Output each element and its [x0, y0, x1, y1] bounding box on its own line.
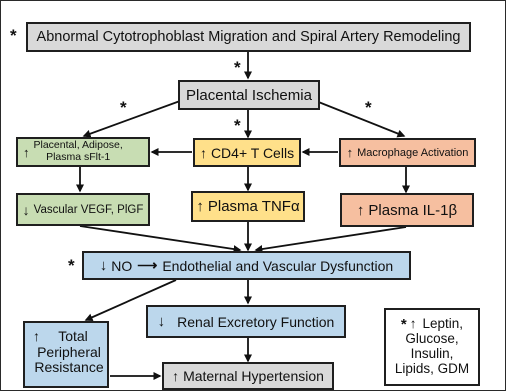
renal-label: Renal Excretory Function [177, 313, 335, 330]
il1-box [340, 193, 474, 227]
up-arrow-icon: ↑ [33, 328, 40, 344]
sflt1-box [16, 137, 150, 167]
star-marker-endothelial: * [68, 256, 75, 275]
placental-ischemia-label: Placental Ischemia [186, 86, 312, 104]
up-arrow-icon: ↑ [172, 368, 180, 384]
cd4-label: CD4+ T Cells [210, 144, 295, 161]
vegf-label: Vascular VEGF, PlGF [33, 203, 144, 216]
endothelial-label: Endothelial and Vascular Dysfunction [162, 257, 394, 274]
tnf-label: Plasma TNFα [207, 198, 300, 215]
vegf-box [16, 193, 150, 226]
tpr-box [23, 321, 109, 388]
metabolic-label-line2: Glucose, [405, 331, 459, 347]
metabolic-box [384, 308, 480, 386]
no-label: NO [111, 257, 133, 274]
tpr-label-line2: Peripheral [37, 343, 101, 360]
metabolic-line1-row [401, 317, 463, 332]
up-arrow-icon: ↑ [196, 198, 204, 215]
renal-box [146, 305, 346, 338]
hypertension-label: Maternal Hypertension [183, 368, 324, 384]
metabolic-label-line3: Insulin, [410, 346, 454, 362]
tpr-label-line1: Total [58, 328, 88, 344]
star-marker-remodeling: * [10, 26, 17, 45]
tnf-box [191, 191, 305, 222]
star-marker-ischemia-input: * [234, 58, 241, 77]
metabolic-label-line4: Lipids, GDM [394, 360, 470, 376]
down-arrow-icon: ↓ [99, 257, 108, 274]
right-arrow-icon: ⟶ [137, 257, 158, 273]
up-arrow-icon: ↑ [23, 144, 30, 160]
star-marker-metabolic: * [400, 316, 407, 334]
star-marker-cd4-path: * [234, 116, 241, 135]
sflt1-label-line2: Plasma sFlt-1 [46, 151, 111, 163]
il1-label: Plasma IL-1β [368, 201, 458, 219]
cytotrophoblast-label: Abnormal Cytotrophoblast Migration and Spiral Artery Remodeling [36, 29, 461, 45]
up-arrow-icon: ↑ [199, 144, 207, 161]
up-arrow-icon: ↑ [409, 316, 417, 332]
metabolic-label-line1: Leptin, [422, 316, 464, 332]
cd4-box [193, 138, 301, 167]
star-marker-sflt1-path: * [120, 98, 127, 117]
down-arrow-icon: ↓ [22, 201, 30, 218]
star-marker-macrophage-path: * [365, 98, 372, 117]
placental-ischemia-box [178, 80, 320, 110]
macrophage-box [339, 138, 476, 167]
endothelial-box [82, 251, 411, 280]
up-arrow-icon: ↑ [356, 201, 365, 219]
sflt1-label-line1: Placental, Adipose, [33, 139, 123, 152]
cytotrophoblast-box [26, 22, 471, 52]
down-arrow-icon: ↓ [157, 313, 166, 330]
tpr-label-line3: Resistance [34, 359, 104, 376]
up-arrow-icon: ↑ [346, 145, 354, 160]
hypertension-box [162, 362, 334, 390]
macrophage-label: Macrophage Activation [357, 146, 469, 159]
